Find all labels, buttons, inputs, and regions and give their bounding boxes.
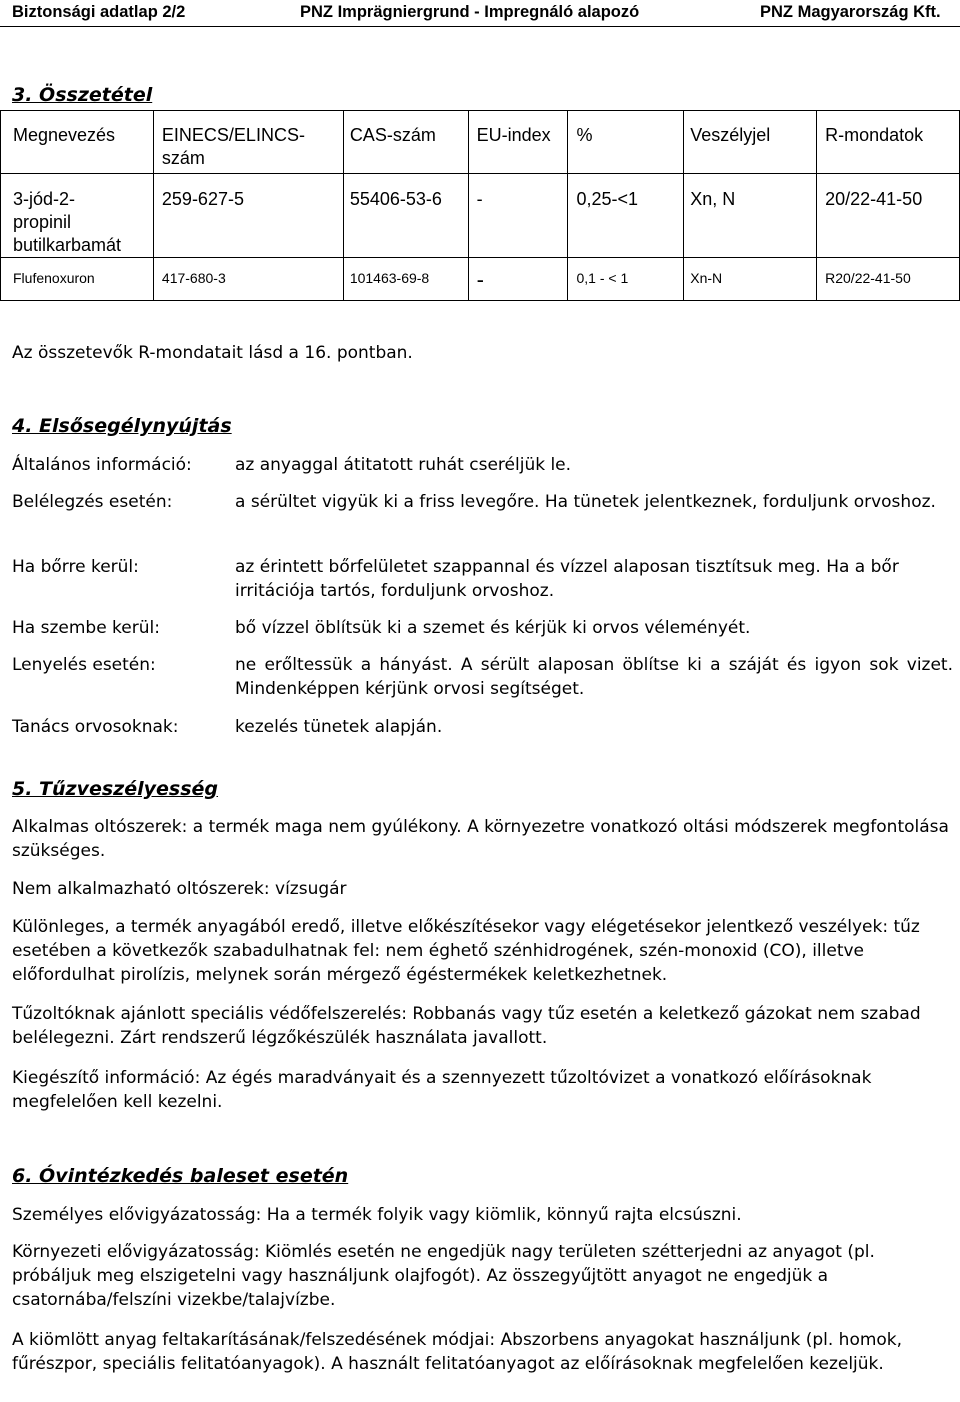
- column-header: EINECS/ELINCS-szám: [161, 125, 305, 168]
- table-cell: -: [476, 189, 483, 209]
- section-6-title: 6. Óvintézkedés baleset esetén: [12, 1165, 349, 1187]
- accident-paragraph: Személyes elővigyázatosság: Ha a termék folyik vagy kiömlik, könnyű rajta elcsúszni.: [12, 1205, 742, 1225]
- header-company: PNZ Magyarország Kft.: [760, 3, 941, 21]
- header-doc-title: Biztonsági adatlap 2/2: [12, 3, 186, 21]
- first-aid-label: Általános információ:: [12, 455, 192, 475]
- composition-table: [0, 110, 960, 301]
- first-aid-text: a sérültet vigyük ki a friss levegőre. Ha tünetek jelentkeznek, forduljunk orvoshoz.: [235, 492, 936, 512]
- section-4-title: 4. Elsősegélynyújtás: [12, 415, 232, 437]
- table-cell: 0,25-<1: [576, 189, 639, 209]
- fire-paragraph: Alkalmas oltószerek: a termék maga nem gyúlékony. A környezetre vonatkozó oltási módszerek megfontolása szükséges.: [12, 817, 949, 861]
- fire-paragraph: Különleges, a termék anyagából eredő, illetve előkészítésekor vagy elégetésekor jelentkező veszélyek: tűz esetében a következők szabadulhatnak fel: nem éghető szénhidrogének, szén-monoxid (CO), illetve előfordulhat pirolízis, melynek során mérgező égéstermékek keletkezhetnek.: [12, 917, 920, 985]
- accident-paragraph: A kiömlött anyag feltakarításának/felszedésének módjai: Abszorbens anyagokat használjunk (pl. homok, fűrészpor, speciális felitatóanyagok). A használt felitatóanyagot az előírásoknak megfelelően kezeljük.: [12, 1330, 903, 1374]
- first-aid-label: Tanács orvosoknak:: [12, 717, 179, 737]
- column-header: Veszélyjel: [690, 125, 771, 145]
- first-aid-label: Belélegzés esetén:: [12, 492, 173, 512]
- table-cell: 0,1 - < 1: [576, 270, 629, 286]
- first-aid-text: kezelés tünetek alapján.: [235, 717, 443, 737]
- composition-note: Az összetevők R-mondatait lásd a 16. pontban.: [12, 343, 413, 363]
- table-cell: Flufenoxuron: [13, 270, 95, 286]
- first-aid-label: Ha szembe kerül:: [12, 618, 160, 638]
- table-cell: 101463-69-8: [349, 270, 430, 286]
- first-aid-label: Lenyelés esetén:: [12, 655, 156, 675]
- accident-paragraph: Környezeti elővigyázatosság: Kiömlés esetén ne engedjük nagy területen szétterjedni az anyagot (pl. próbáljuk meg elszigetelni vagy használjunk olajfogót). Az összegyűjtött anyagot ne engedjük a csatornába/felszíni vizekbe/talajvízbe.: [12, 1242, 875, 1310]
- table-row: [1, 258, 960, 301]
- table-header-row: [1, 111, 960, 174]
- first-aid-label: Ha bőrre kerül:: [12, 557, 139, 577]
- table-cell: Xn-N: [690, 270, 723, 286]
- section-5-title: 5. Tűzveszélyesség: [12, 778, 219, 800]
- section-3-title: 3. Összetétel: [12, 84, 153, 106]
- first-aid-text: ne erőltessük a hányást. A sérült alaposan öblítse ki a száját és igyon sok vizet. Mindenképpen kérjünk orvosi segítséget.: [235, 655, 953, 699]
- column-header: %: [576, 125, 593, 145]
- column-header: EU-index: [476, 125, 551, 145]
- column-header: R-mondatok: [825, 125, 924, 145]
- table-cell: 417-680-3: [161, 270, 226, 286]
- table-cell: 3-jód-2-propinil butilkarbamát: [13, 189, 122, 255]
- table-cell: Xn, N: [690, 189, 736, 209]
- page-header: [0, 0, 960, 27]
- table-cell: 55406-53-6: [349, 189, 442, 209]
- header-product-name: PNZ Imprägniergrund - Impregnáló alapozó: [300, 3, 640, 21]
- first-aid-text: az anyaggal átitatott ruhát cseréljük le.: [235, 455, 572, 475]
- first-aid-text: az érintett bőrfelületet szappannal és vízzel alaposan tisztítsuk meg. Ha a bőr irritációja tartós, forduljunk orvoshoz.: [235, 557, 899, 601]
- column-header: CAS-szám: [349, 125, 436, 145]
- column-header: Megnevezés: [13, 125, 116, 145]
- table-cell: 259-627-5: [161, 189, 244, 209]
- table-row: [1, 174, 960, 258]
- fire-paragraph: Kiegészítő információ: Az égés maradványait és a szennyezett tűzoltóvizet a vonatkozó előírásoknak megfelelően kell kezelni.: [12, 1068, 872, 1112]
- table-cell: 20/22-41-50: [825, 189, 923, 209]
- table-cell: -: [476, 267, 484, 292]
- first-aid-text: bő vízzel öblítsük ki a szemet és kérjük ki orvos véleményét.: [235, 618, 751, 638]
- table-cell: R20/22-41-50: [825, 270, 911, 286]
- fire-paragraph: Tűzoltóknak ajánlott speciális védőfelszerelés: Robbanás vagy tűz esetén a keletkező gázokat nem szabad belélegezni. Zárt rendszerű légzőkészülék használata javallott.: [12, 1004, 921, 1048]
- fire-paragraph: Nem alkalmazható oltószerek: vízsugár: [12, 879, 347, 899]
